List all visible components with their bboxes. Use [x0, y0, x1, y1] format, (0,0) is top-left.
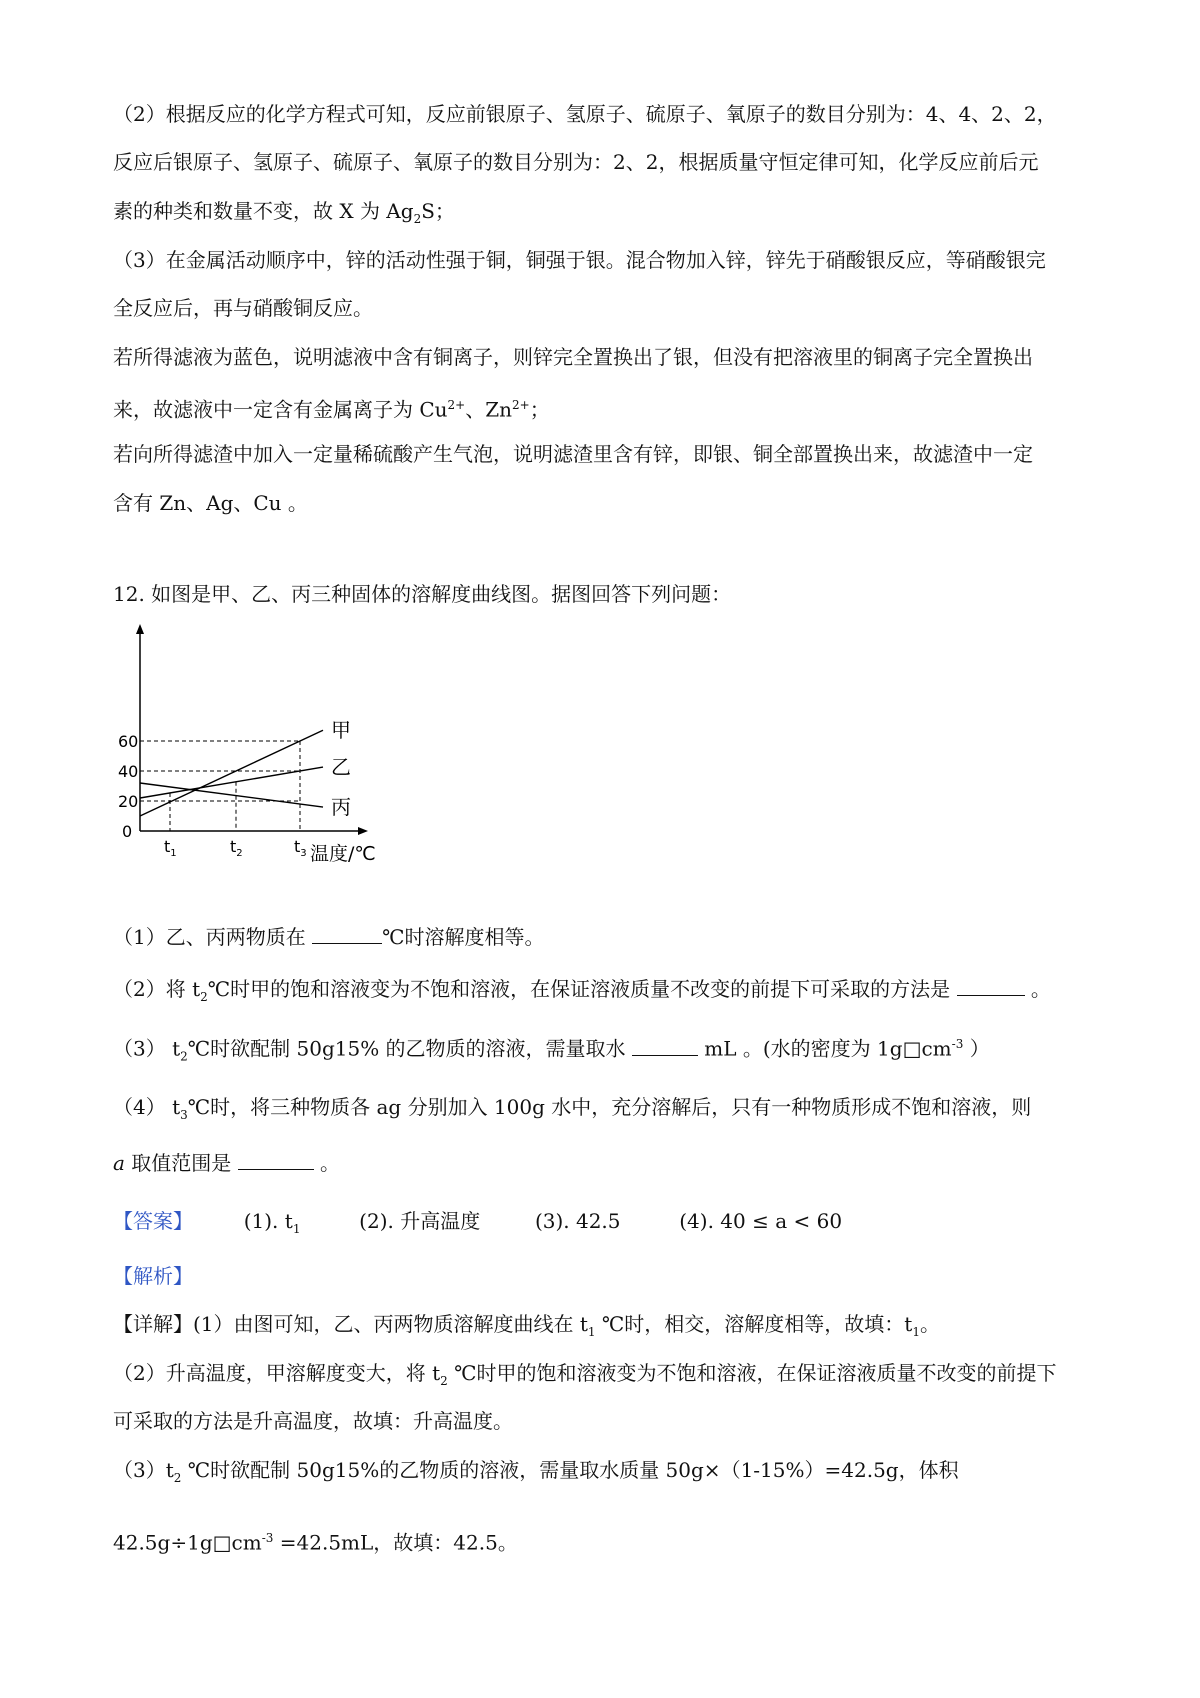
answer-line: 【答案】 (1). $t_1$ (2). 升高温度 (3). 42.5 (4). 40 ≤ a < 60	[113, 1209, 843, 1236]
y-tick-40: 40	[118, 762, 139, 781]
para-line-6: 若所得滤液为蓝色，说明滤液中含有铜离子，则锌完全置换出了银，但没有把溶液里的铜离子完全置换出	[113, 345, 1033, 369]
detail-line-5: $42.5g\div 1g□cm^{-3} =42.5mL$，故填：42.5。	[113, 1530, 518, 1555]
x-tick-0: 0	[122, 822, 133, 841]
series-label-2: 丙	[331, 795, 351, 820]
x-tick-t3: $t_3$	[294, 837, 307, 859]
para-line-3: 素的种类和数量不变，故 X 为 $Ag_2S$；	[113, 199, 455, 226]
para-line-4: （3）在金属活动顺序中，锌的活动性强于铜，铜强于银。混合物加入锌，锌先于硝酸银反应，等硝酸银完	[113, 248, 1046, 272]
para-line-1: （2）根据反应的化学方程式可知，反应前银原子、氢原子、硫原子、氧原子的数目分别为：4、4、2、2，	[113, 102, 1057, 126]
detail-line-4: $(3)t_2$ ℃时欲配制 50g15%的乙物质的溶液，需量取水质量 50g×（1-15%）=42.5g，体积	[113, 1458, 959, 1485]
sub-question-3: （3） $t_2℃$时欲配制 50g15% 的乙物质的溶液，需量取水 mL 。(水的密度为 $1g□cm^{-3}$ ）	[113, 1036, 990, 1064]
answer-1: (1). t	[243, 1209, 293, 1233]
question-12-title: 12. 如图是甲、乙、丙三种固体的溶解度曲线图。据图回答下列问题：	[113, 582, 732, 606]
detail-line-2: （2）升高温度，甲溶解度变大，将 $t_2$ ℃时甲的饱和溶液变为不饱和溶液，在保证溶液质量不改变的前提下	[113, 1361, 1057, 1388]
series-label-0: 甲	[331, 718, 351, 743]
series-line-1	[140, 767, 323, 798]
sub-question-2: （2）将 $t_2℃$时甲的饱和溶液变为不饱和溶液，在保证溶液质量不改变的前提下可采取的方法是 。	[113, 977, 1051, 1004]
x-axis-arrow	[358, 827, 368, 835]
para-line-7: 来，故滤液中一定含有金属离子为 $Cu^{2+}$、$Zn^{2+}$；	[113, 397, 550, 422]
x-tick-t2: $t_2$	[230, 837, 243, 859]
sub-question-4-cont: a 取值范围是 。	[113, 1151, 341, 1175]
x-tick-t1: $t_1$	[164, 837, 177, 859]
answer-3: (3). 42.5	[534, 1209, 621, 1233]
para-line-5: 全反应后，再与硝酸铜反应。	[113, 296, 373, 320]
sub-question-4: （4） $t_3℃$时，将三种物质各 ag 分别加入 100g 水中，充分溶解后，只有一种物质形成不饱和溶液，则	[113, 1095, 1032, 1122]
y-axis-arrow	[136, 624, 144, 634]
solubility-chart	[118, 620, 408, 870]
x-axis-label: 温度/℃	[310, 843, 376, 865]
answer-4: (4). 40 ≤ a < 60	[679, 1209, 843, 1233]
answer-label: 【答案】	[113, 1209, 193, 1233]
series-label-1: 乙	[331, 755, 351, 780]
detail-line-1: 【详解】(1）由图可知，乙、丙两物质溶解度曲线在 $t_1$ ℃时，相交，溶解度相等，故填：$t_1$。	[113, 1312, 940, 1339]
answer-2: (2). 升高温度	[359, 1209, 481, 1233]
para-line-8: 若向所得滤渣中加入一定量稀硫酸产生气泡，说明滤渣里含有锌，即银、铜全部置换出来，故滤渣中一定	[113, 442, 1033, 466]
analysis-label: 【解析】	[113, 1264, 193, 1288]
y-tick-60: 60	[118, 732, 139, 751]
y-tick-20: 20	[118, 792, 139, 811]
detail-line-3: 可采取的方法是升高温度，故填：升高温度。	[113, 1409, 513, 1433]
para-line-2: 反应后银原子、氢原子、硫原子、氧原子的数目分别为：2、2，根据质量守恒定律可知，化学反应前后元	[113, 150, 1039, 174]
sub-question-1: （1）乙、丙两物质在 ℃时溶解度相等。	[113, 925, 545, 949]
para-line-9: 含有 Zn、Ag、Cu 。	[113, 491, 308, 515]
